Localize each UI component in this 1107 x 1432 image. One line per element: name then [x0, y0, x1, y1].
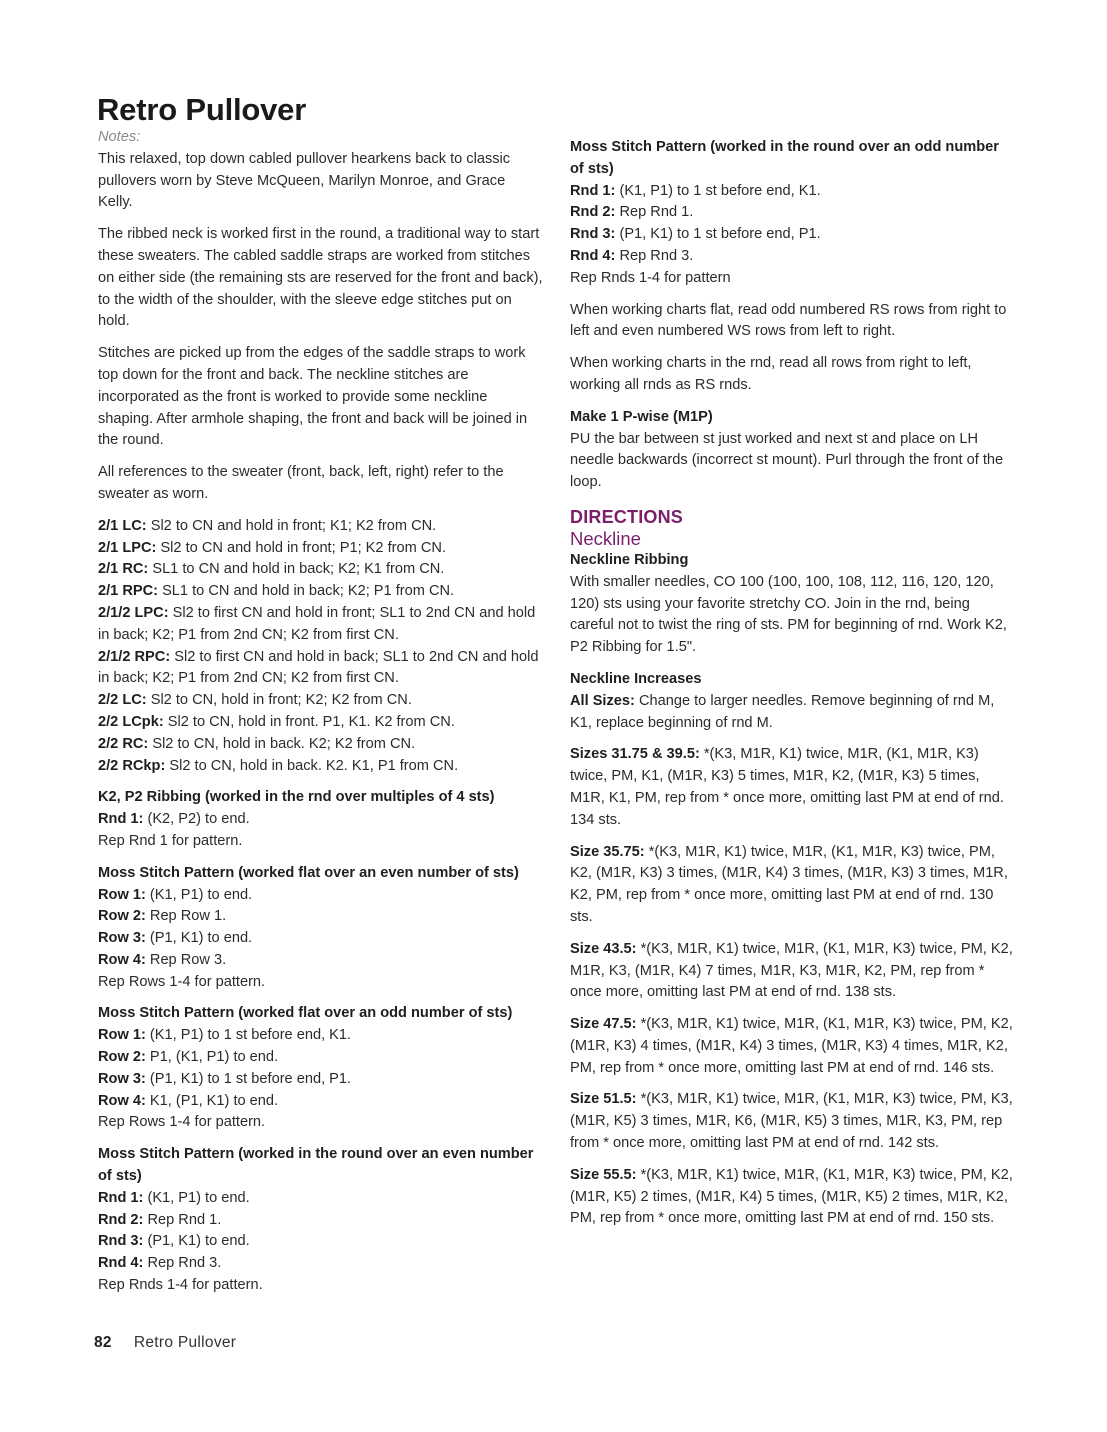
m1p-definition: [570, 407, 1015, 494]
increase-step: Size 47.5: *(K3, M1R, K1) twice, M1R, (K1, M1R, K3) twice, PM, K2, (M1R, K3) 4 times, (M1R, K4) 3 times, (M1R, K3) 4 times, M1R, K2, PM, rep from * once more, omitting last PM at end of rnd. 146 sts.: [570, 1016, 1013, 1076]
neckline-subheading: Neckline: [570, 527, 641, 549]
pattern-row: Row 1: (K1, P1) to 1 st before end, K1.: [98, 1027, 352, 1044]
increase-step: All Sizes: Change to larger needles. Remove beginning of rnd M, K1, replace beginning of rnd M.: [570, 692, 995, 731]
charts-flat-note: When working charts flat, read odd numbered RS rows from right to left and even numbered WS rows from left to right.: [570, 301, 1007, 340]
cable-item: 2/2 LC: Sl2 to CN, hold in front; K2; K2 from CN.: [98, 692, 412, 709]
page-footer: [94, 1334, 236, 1352]
pattern-row: Rnd 4: Rep Rnd 3.: [98, 1255, 222, 1272]
pattern-row: Rnd 2: Rep Rnd 1.: [98, 1211, 222, 1228]
cable-definitions: [98, 516, 543, 778]
intro-paragraph: The ribbed neck is worked first in the round, a traditional way to start these sweaters. The cabled saddle straps are worked from stitches on either side (the remaining sts are reserved for the front and back), to the width of the shoulder, with the sleeve edge stitches put on hold.: [98, 226, 543, 330]
moss-rnd-even-pattern: [98, 1144, 543, 1297]
pattern-row: Rnd 1: (K1, P1) to end.: [98, 1189, 250, 1206]
pattern-row: Rnd 4: Rep Rnd 3.: [570, 247, 694, 264]
moss-flat-odd-pattern: [98, 1003, 543, 1134]
pattern-row: Rnd 3: (P1, K1) to 1 st before end, P1.: [570, 226, 821, 243]
increase-step: Size 35.75: *(K3, M1R, K1) twice, M1R, (K1, M1R, K3) twice, PM, K2, (M1R, K3) 3 times, (M1R, K4) 3 times, (M1R, K3) 3 times, M1R, K2, PM, rep from * once more, omitting last PM at end of rnd. 130 sts.: [570, 843, 1008, 925]
running-title: Retro Pullover: [133, 1334, 237, 1351]
cable-item: 2/1 RPC: SL1 to CN and hold in back; K2; P1 from CN.: [98, 583, 455, 600]
ribbing-pattern: [98, 787, 543, 852]
notes-label: Notes:: [98, 129, 141, 145]
section-heading: Moss Stitch Pattern (worked flat over an even number of sts): [98, 864, 519, 881]
cable-item: 2/1/2 LPC: Sl2 to first CN and hold in front; SL1 to 2nd CN and hold in back; K2; P1 from 2nd CN; K2 from first CN.: [98, 604, 536, 643]
pattern-repeat: Rep Rnds 1-4 for pattern.: [98, 1277, 263, 1294]
intro-paragraph: All references to the sweater (front, back, left, right) refer to the sweater as worn.: [98, 464, 504, 502]
section-heading: Moss Stitch Pattern (worked in the round over an even number of sts): [98, 1146, 534, 1185]
moss-rnd-odd-pattern: [570, 137, 1015, 290]
directions-heading: DIRECTIONS: [570, 506, 684, 527]
cable-item: 2/2 RC: Sl2 to CN, hold in back. K2; K2 from CN.: [98, 735, 416, 752]
moss-flat-even-pattern: [98, 863, 543, 994]
ribbing-instructions: With smaller needles, CO 100 (100, 100, 108, 112, 116, 120, 120, 120) sts using your favorite stretchy CO. Join in the rnd, being careful not to twist the ring of sts. PM for beginning of rnd. Work K2, P2 Ribbing for 1.5".: [570, 573, 1007, 656]
pattern-row: Rnd 1: (K1, P1) to 1 st before end, K1.: [570, 182, 821, 199]
pattern-repeat: Rep Rows 1-4 for pattern.: [98, 973, 266, 990]
intro-paragraph: Stitches are picked up from the edges of the saddle straps to work top down for the front and back. The neckline stitches are incorporated as the front is worked to provide some neckline shaping. After armhole shaping, the front and back will be joined in the round.: [98, 345, 528, 449]
pattern-row: Rnd 3: (P1, K1) to end.: [98, 1233, 250, 1250]
pattern-row: Row 4: Rep Row 3.: [98, 951, 227, 968]
left-column: [98, 127, 543, 1297]
pattern-repeat: Rep Rnd 1 for pattern.: [98, 832, 243, 849]
cable-item: 2/1 LC: Sl2 to CN and hold in front; K1; K2 from CN.: [98, 517, 437, 534]
pattern-row: Row 2: P1, (K1, P1) to end.: [98, 1049, 279, 1066]
cable-item: 2/2 LCpk: Sl2 to CN, hold in front. P1, K1. K2 from CN.: [98, 713, 455, 730]
pattern-row: Rnd 2: Rep Rnd 1.: [570, 204, 694, 221]
pattern-row: Row 2: Rep Row 1.: [98, 908, 227, 925]
section-heading: Make 1 P-wise (M1P): [570, 408, 713, 425]
section-heading: Moss Stitch Pattern (worked in the round over an odd number of sts): [570, 139, 999, 177]
pattern-row: Row 3: (P1, K1) to 1 st before end, P1.: [98, 1070, 352, 1087]
section-heading: Moss Stitch Pattern (worked flat over an odd number of sts): [98, 1005, 513, 1022]
increase-step: Size 51.5: *(K3, M1R, K1) twice, M1R, (K1, M1R, K3) twice, PM, K3, (M1R, K5) 3 times, M1R, K6, (M1R, K5) 3 times, M1R, K3, PM, rep from * once more, omitting last PM at end of rnd. 142 sts.: [570, 1091, 1013, 1152]
charts-rnd-note: When working charts in the rnd, read all rows from right to left, working all rnds as RS rnds.: [570, 355, 972, 393]
pattern-row: Row 3: (P1, K1) to end.: [98, 930, 253, 947]
increase-step: Size 55.5: *(K3, M1R, K1) twice, M1R, (K1, M1R, K3) twice, PM, K2, (M1R, K5) 2 times, (M1R, K4) 5 times, (M1R, K5) 2 times, M1R, K2, PM, rep from * once more, omitting last PM at end of rnd. 150 sts.: [570, 1166, 1013, 1227]
pattern-row: Rnd 1: (K2, P2) to end.: [98, 811, 250, 828]
page-number: 82: [94, 1334, 112, 1351]
page-title: Retro Pullover: [97, 92, 307, 127]
cable-item: 2/1 RC: SL1 to CN and hold in back; K2; K1 from CN.: [98, 561, 445, 578]
section-heading: Neckline Ribbing: [570, 551, 689, 568]
cable-item: 2/1 LPC: Sl2 to CN and hold in front; P1; K2 from CN.: [98, 539, 446, 556]
intro-paragraph: This relaxed, top down cabled pullover hearkens back to classic pullovers worn by Steve McQueen, Marilyn Monroe, and Grace Kelly.: [98, 150, 511, 211]
cable-item: 2/2 RCkp: Sl2 to CN, hold in back. K2. K1, P1 from CN.: [98, 757, 459, 774]
definition-text: PU the bar between st just worked and next st and place on LH needle backwards (incorrect st mount). Purl through the front of the loop.: [570, 430, 1004, 491]
pattern-row: Row 1: (K1, P1) to end.: [98, 886, 253, 903]
pattern-repeat: Rep Rnds 1-4 for pattern: [570, 269, 731, 286]
increase-step: Sizes 31.75 & 39.5: *(K3, M1R, K1) twice, M1R, (K1, M1R, K3) twice, PM, K1, (M1R, K3) 5 times, M1R, K2, (M1R, K3) 5 times, M1R, K1, PM, rep from * once more, omitting last PM at end of rnd. 134 sts.: [570, 746, 1004, 828]
pattern-repeat: Rep Rows 1-4 for pattern.: [98, 1114, 266, 1131]
section-heading: K2, P2 Ribbing (worked in the rnd over multiples of 4 sts): [98, 789, 495, 806]
increase-step: Size 43.5: *(K3, M1R, K1) twice, M1R, (K1, M1R, K3) twice, PM, K2, M1R, K3, (M1R, K4) 7 times, M1R, K3, M1R, K2, PM, rep from * once more, omitting last PM at end of rnd. 138 sts.: [570, 940, 1013, 1001]
right-column: [570, 137, 1015, 1230]
pattern-row: Row 4: K1, (P1, K1) to end.: [98, 1092, 279, 1109]
cable-item: 2/1/2 RPC: Sl2 to first CN and hold in back; SL1 to 2nd CN and hold in back; K2; P1 from 2nd CN; K2 from first CN.: [98, 648, 539, 687]
section-heading: Neckline Increases: [570, 670, 702, 687]
